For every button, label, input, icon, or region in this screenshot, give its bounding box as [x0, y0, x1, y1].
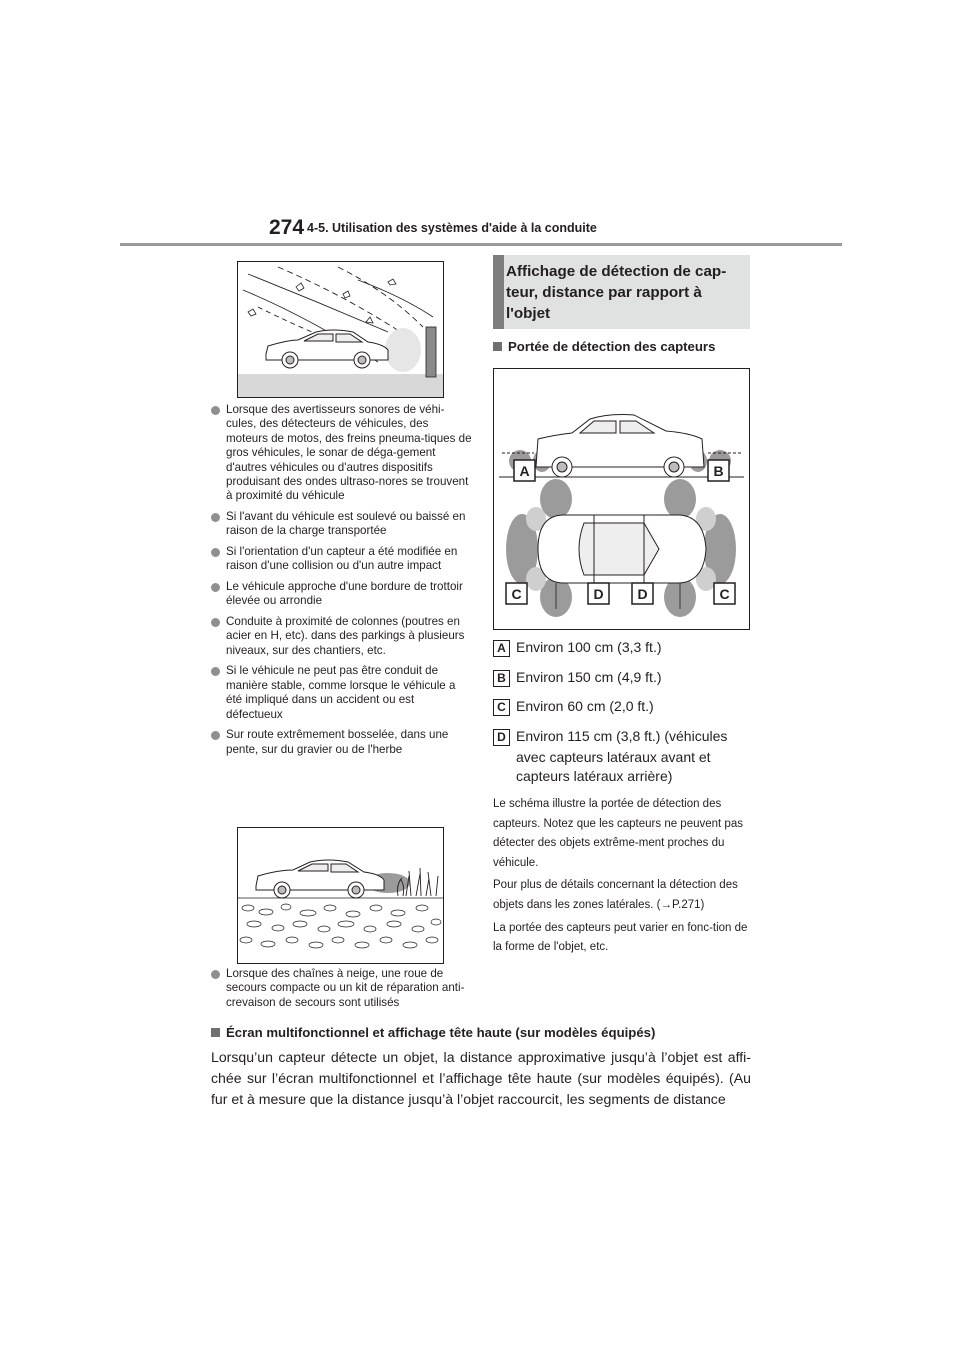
list-item-text: Le véhicule approche d'une bordure de trottoir élevée ou arrondie [226, 580, 463, 608]
range-label-c-left: C [511, 586, 522, 602]
list-item [211, 510, 473, 539]
bullet-icon [211, 513, 220, 522]
ultrasonic-noise-illustration [237, 261, 444, 398]
bullet-icon [211, 667, 220, 676]
legend-item-a [493, 638, 662, 657]
range-subheading [493, 339, 715, 354]
square-bullet-icon [493, 342, 502, 351]
list-item [211, 615, 473, 658]
list-item [211, 403, 473, 504]
legend-text-continued: avec capteurs latéraux avant et capteurs latéraux arrière) [516, 749, 711, 784]
note-paragraph: La portée des capteurs peut varier en fonc-tion de la forme de l'objet, etc. [493, 921, 748, 954]
section-heading [493, 255, 750, 329]
legend-text: Environ 115 cm (3,8 ft.) (véhicules [516, 728, 728, 744]
legend-text: Environ 60 cm (2,0 ft.) [516, 698, 654, 714]
range-label-a: A [519, 463, 530, 479]
square-bullet-icon [211, 1028, 220, 1037]
list-item-text: Si l'avant du véhicule est soulevé ou baissé en raison de la charge transportée [226, 510, 466, 538]
bullet-icon [211, 618, 220, 627]
legend-label: A [493, 640, 510, 657]
legend-item-b [493, 668, 662, 687]
legend-label: D [493, 729, 510, 746]
note-paragraph: Pour plus de détails concernant la détection des objets dans les zones latérales. (→P.271) [493, 879, 738, 911]
header-divider [120, 243, 842, 246]
legend-text: Environ 150 cm (4,9 ft.) [516, 669, 662, 685]
range-label-b: B [713, 463, 724, 479]
legend-label: C [493, 699, 510, 716]
body-paragraph: Lorsqu’un capteur détecte un objet, la distance approximative jusqu’à l’objet est affi-chée sur l’écran multifonctionnel et l’affichage tête haute (sur modèles équipés). (Au fur et à mesure que la distance jusqu’à l’objet raccourcit, les segments de distance [211, 1049, 751, 1107]
list-item [211, 664, 473, 722]
legend-item-d [493, 727, 733, 786]
rough-road-illustration [237, 827, 444, 964]
range-label-d-left: D [593, 586, 604, 602]
list-item-text: Sur route extrêmement bosselée, dans une pente, sur du gravier ou de l'herbe [226, 728, 449, 756]
bullet-icon [211, 548, 220, 557]
range-note [493, 795, 751, 961]
heading-accent-bar [493, 255, 504, 329]
list-item-text: Conduite à proximité de colonnes (poutres en acier en H, etc). dans des parkings à plusieurs niveaux, sur des chantiers, etc. [226, 615, 465, 657]
bullet-icon [211, 406, 220, 415]
list-item-text: Si le véhicule ne peut pas être conduit de manière stable, comme lorsque le véhicule a été impliqué dans un accident ou est défectueux [226, 664, 456, 721]
conditions-list [211, 403, 473, 763]
range-label-c-right: C [719, 586, 730, 602]
conditions-list-continued [211, 967, 473, 1016]
list-item-text: Lorsque des avertisseurs sonores de véhi-cules, des détecteurs de véhicules, des moteurs de motos, des freins pneuma-tiques de gros véhicules, le sonar de déga-gement d'autres véhicules ou d'autres dispositifs produisant des ondes ultraso-nores se trouvent à proximité du véhicule [226, 403, 472, 503]
display-subheading [211, 1025, 655, 1040]
list-item [211, 967, 473, 1010]
list-item [211, 580, 473, 609]
list-item [211, 545, 473, 574]
range-label-d-right: D [637, 586, 648, 602]
bullet-icon [211, 970, 220, 979]
legend-text: Environ 100 cm (3,3 ft.) [516, 639, 662, 655]
sensor-range-diagram [493, 368, 750, 630]
list-item [211, 728, 473, 757]
range-subheading-text: Portée de détection des capteurs [508, 339, 716, 354]
legend-item-c [493, 697, 654, 716]
section-heading-text: Affichage de détection de cap-teur, distance par rapport à l'objet [506, 263, 727, 322]
display-subheading-text: Écran multifonctionnel et affichage tête haute (sur modèles équipés) [226, 1025, 656, 1040]
list-item-text: Lorsque des chaînes à neige, une roue de secours compacte ou un kit de réparation anti-crevaison de secours sont utilisés [226, 967, 465, 1009]
note-paragraph: Le schéma illustre la portée de détection des capteurs. Notez que les capteurs ne peuvent pas détecter des objets extrême-ment proches du véhicule. [493, 798, 743, 869]
list-item-text: Si l'orientation d'un capteur a été modifiée en raison d'une collision ou d'un autre impact [226, 545, 458, 573]
bullet-icon [211, 731, 220, 740]
legend-label: B [493, 670, 510, 687]
page-number: 274 [269, 216, 305, 239]
bullet-icon [211, 583, 220, 592]
chapter-title: 4-5. Utilisation des systèmes d'aide à la conduite [307, 221, 597, 235]
